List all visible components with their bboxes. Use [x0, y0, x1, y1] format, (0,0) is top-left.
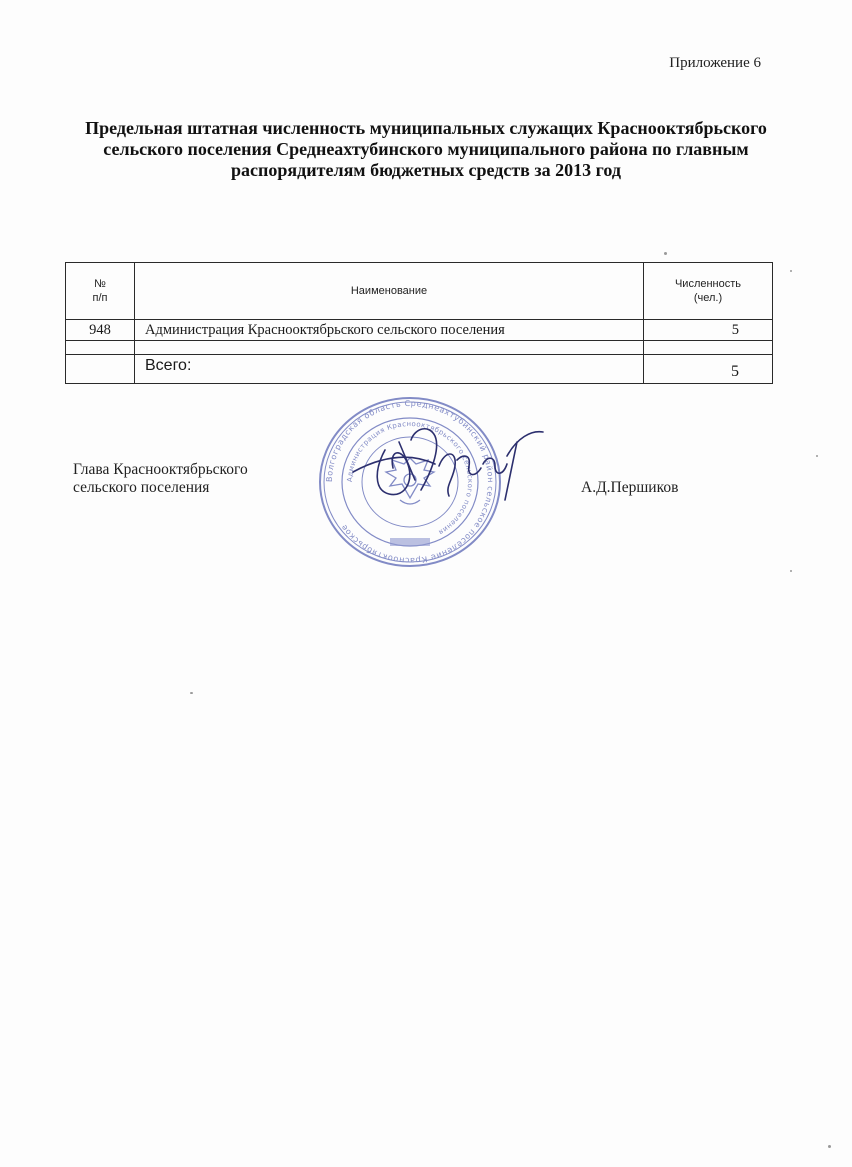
- signatory-position-line1: Глава Краснооктябрьского: [73, 461, 248, 478]
- scan-speck: [790, 270, 792, 272]
- header-num-line1: №: [94, 278, 106, 290]
- table-header-row: [66, 263, 773, 320]
- total-value: 5: [644, 355, 773, 384]
- scan-speck: [828, 1145, 831, 1148]
- signatory-position: [73, 461, 248, 497]
- empty-cell: [644, 341, 773, 355]
- header-num-line2: п/п: [92, 292, 108, 304]
- header-count-line1: Численность: [674, 278, 742, 290]
- total-empty-cell: [66, 355, 135, 384]
- header-count-line2: (чел.): [693, 292, 723, 304]
- row-name: Администрация Краснооктябрьского сельского поселения: [135, 320, 644, 341]
- handwritten-signature: [345, 420, 550, 510]
- row-num: 948: [66, 320, 135, 341]
- header-name: Наименование: [135, 263, 644, 320]
- table-row: [66, 320, 773, 341]
- stamp-outer-text: Волгоградская область Среднеахтубинский район сельское поселение Краснооктябрьское: [324, 398, 496, 566]
- row-count: 5: [644, 320, 773, 341]
- empty-cell: [135, 341, 644, 355]
- signatory-name: А.Д.Першиков: [581, 479, 679, 496]
- appendix-label: Приложение 6: [669, 55, 761, 71]
- scan-speck: [664, 252, 667, 255]
- scan-speck: [790, 570, 792, 572]
- document-title: Предельная штатная численность муниципальных служащих Краснооктябрьского сельского поселения Среднеахтубинского муниципального района по главным распорядителям бюджетных средств за 2013 год: [85, 118, 767, 180]
- table-total-row: [66, 355, 773, 384]
- signatory-position-line2: сельского поселения: [73, 479, 210, 496]
- empty-cell: [66, 341, 135, 355]
- scan-speck: [190, 692, 193, 694]
- staff-table: [65, 262, 773, 384]
- table-row-empty: [66, 341, 773, 355]
- total-label: Всего:: [135, 355, 644, 384]
- staff-table-container: [65, 262, 772, 384]
- stamp-inner-text: Администрация Краснооктябрьского сельского поселения: [345, 419, 475, 537]
- header-num: [66, 263, 135, 320]
- header-count: [644, 263, 773, 320]
- scan-speck: [816, 455, 818, 457]
